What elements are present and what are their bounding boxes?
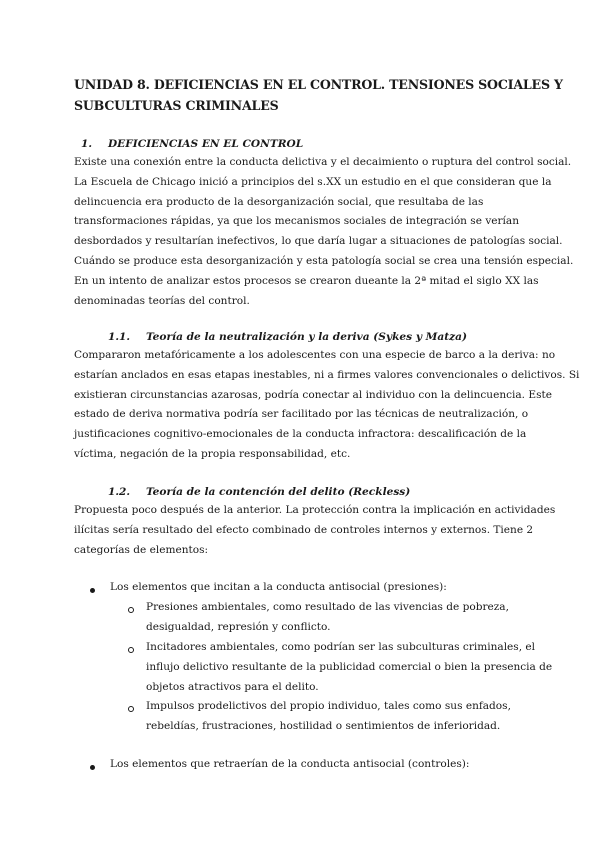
body-line: víctima, negación de la propia responsabilidad, etc. (74, 447, 351, 460)
section-number: 1. (81, 138, 93, 150)
body-line: existieran circunstancias azarosas, podría conectar al individuo con la delincuencia. Este (74, 388, 552, 401)
body-line: objetos atractivos para el delito. (146, 680, 319, 693)
unit-title (74, 74, 563, 116)
bullet-circle (128, 640, 134, 660)
body-line: delincuencia era producto de la desorganización social, que resultaba de las (74, 195, 484, 208)
body-line: Cuándo se produce esta desorganización y esta patología social se crea una tensión especial. (74, 254, 574, 267)
body-line: Impulsos prodelictivos del propio individuo, tales como sus enfados, (146, 700, 511, 712)
bullet-circle (128, 699, 134, 719)
body-line: La Escuela de Chicago inició a principios del s.XX un estudio en el que consideran que la (74, 175, 552, 188)
sub-list-item-text (146, 697, 511, 737)
body-line: Existe una conexión entre la conducta delictiva y el decaimiento o ruptura del control social. (74, 156, 572, 168)
bullet-dot (90, 580, 95, 600)
title-line: SUBCULTURAS CRIMINALES (74, 98, 279, 113)
bullet-circle (128, 600, 134, 620)
body-line: desigualdad, represión y conflicto. (146, 620, 331, 633)
list-item-text: Los elementos que retraerían de la conducta antisocial (controles): (110, 758, 470, 770)
section-1-2-body (74, 501, 556, 560)
body-line: rebeldías, frustraciones, hostilidad o sentimientos de inferioridad. (146, 719, 501, 732)
section-title: DEFICIENCIAS EN EL CONTROL (108, 138, 304, 150)
body-line: estarían anclados en esas etapas inestables, ni a firmes valores convencionales o delictivos. Si (74, 368, 580, 381)
section-1-1-body (74, 346, 580, 465)
body-line: influjo delictivo resultante de la publicidad comercial o bien la presencia de (146, 660, 553, 673)
body-line: estado de deriva normativa podría ser facilitado por las técnicas de neutralización, o (74, 408, 529, 421)
body-line: denominadas teorías del control. (74, 294, 250, 307)
body-line: Incitadores ambientales, como podrían ser las subculturas criminales, el (146, 641, 536, 653)
body-line: categorías de elementos: (74, 543, 209, 556)
section-number: 1.2. (108, 486, 131, 498)
title-line: UNIDAD 8. DEFICIENCIAS EN EL CONTROL. TENSIONES SOCIALES Y (74, 77, 563, 92)
body-line: desbordados y resultarían inefectivos, lo que daría lugar a situaciones de patologías social. (74, 235, 563, 248)
body-line: En un intento de analizar estos procesos se crearon dueante la 2ª mitad el siglo XX las (74, 274, 539, 287)
body-line: justificaciones cognitivo-emocionales de la conducta infractora: descalificación de la (74, 428, 527, 441)
body-line: Propuesta poco después de la anterior. La protección contra la implicación en actividades (74, 504, 556, 516)
body-line: transformaciones rápidas, ya que los mecanismos sociales de integración se verían (74, 215, 520, 228)
sub-list-item-text (146, 598, 509, 638)
body-line: ilícitas sería resultado del efecto combinado de controles internos y externos. Tiene 2 (74, 523, 534, 536)
section-title: Teoría de la contención del delito (Reckless) (146, 486, 411, 498)
section-1-body (74, 153, 574, 311)
list-item-text: Los elementos que incitan a la conducta antisocial (presiones): (110, 581, 447, 593)
body-line: Presiones ambientales, como resultado de las vivencias de pobreza, (146, 601, 509, 613)
bullet-dot (90, 757, 95, 777)
section-number: 1.1. (108, 331, 131, 343)
section-title: Teoría de la neutralización y la deriva (Sykes y Matza) (146, 331, 468, 343)
body-line: Compararon metafóricamente a los adolescentes con una especie de barco a la deriva: no (74, 349, 556, 361)
sub-list-item-text (146, 638, 552, 697)
